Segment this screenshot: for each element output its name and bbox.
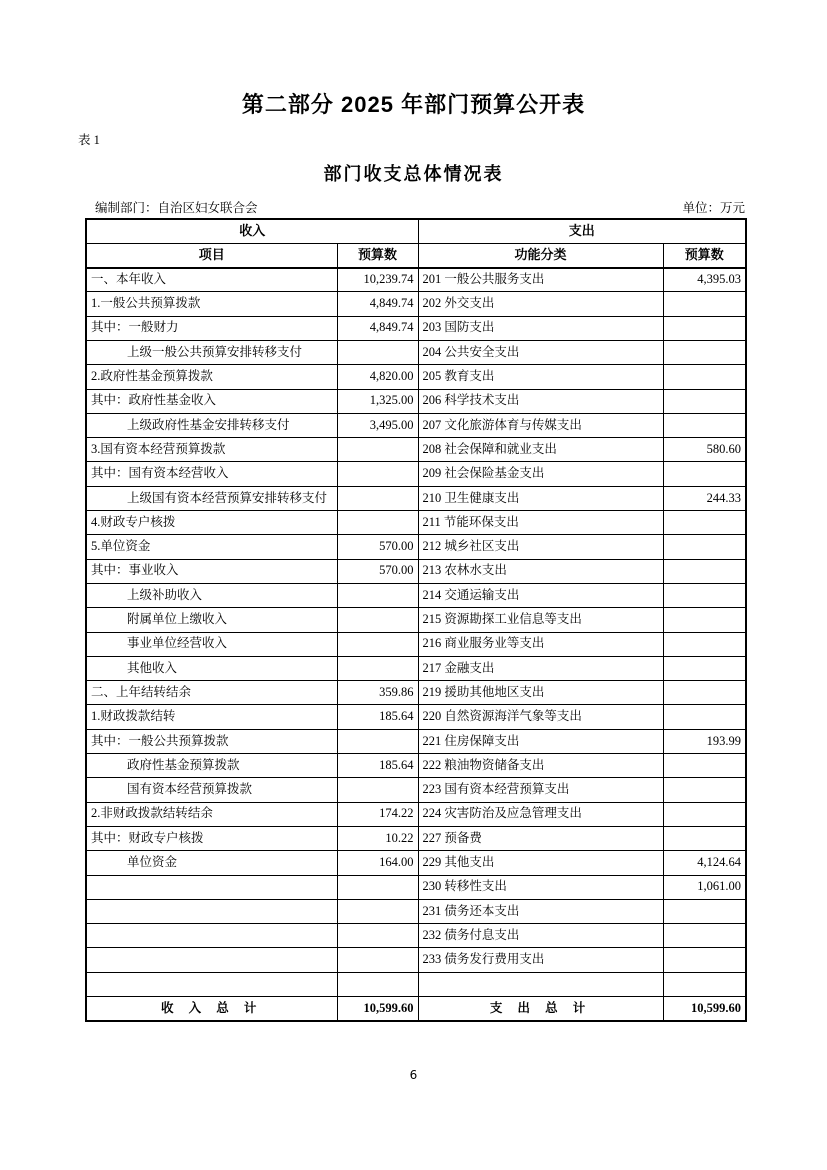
item-cell: 其他收入 — [86, 656, 337, 680]
function-cell: 220 自然资源海洋气象等支出 — [418, 705, 663, 729]
item-cell: 2.政府性基金预算拨款 — [86, 365, 337, 389]
item-cell: 1.财政拨款结转 — [86, 705, 337, 729]
income-budget-cell — [337, 972, 418, 996]
income-budget-cell: 570.00 — [337, 559, 418, 583]
item-cell: 政府性基金预算拨款 — [86, 754, 337, 778]
income-total-label: 收 入 总 计 — [86, 997, 337, 1021]
expense-budget-cell — [663, 413, 746, 437]
table-meta — [85, 198, 745, 216]
column-header-item: 项目 — [86, 243, 337, 267]
table-row — [86, 389, 746, 413]
item-cell: 一、本年收入 — [86, 268, 337, 292]
expense-budget-cell — [663, 972, 746, 996]
item-cell: 二、上年结转结余 — [86, 681, 337, 705]
income-budget-cell — [337, 511, 418, 535]
expense-budget-cell — [663, 681, 746, 705]
expense-budget-cell — [663, 826, 746, 850]
expense-budget-cell: 4,395.03 — [663, 268, 746, 292]
item-cell: 国有资本经营预算拨款 — [86, 778, 337, 802]
item-cell: 3.国有资本经营预算拨款 — [86, 438, 337, 462]
table-row — [86, 438, 746, 462]
income-budget-cell: 185.64 — [337, 754, 418, 778]
page-title: 第二部分 2025 年部门预算公开表 — [241, 92, 586, 117]
item-cell: 其中：事业收入 — [86, 559, 337, 583]
table-row — [86, 413, 746, 437]
expense-budget-cell — [663, 656, 746, 680]
expense-budget-cell — [663, 292, 746, 316]
table-row — [86, 899, 746, 923]
expense-budget-cell: 244.33 — [663, 486, 746, 510]
function-cell: 204 公共安全支出 — [418, 340, 663, 364]
table-row — [86, 972, 746, 996]
function-cell — [418, 972, 663, 996]
table-row — [86, 365, 746, 389]
function-cell: 202 外交支出 — [418, 292, 663, 316]
table-row — [86, 729, 746, 753]
expense-budget-cell — [663, 632, 746, 656]
expense-budget-cell — [663, 583, 746, 607]
function-cell: 227 预备费 — [418, 826, 663, 850]
income-budget-cell: 174.22 — [337, 802, 418, 826]
unit-label: 单位：万元 — [682, 201, 745, 215]
income-budget-cell: 3,495.00 — [337, 413, 418, 437]
expense-budget-cell — [663, 608, 746, 632]
table-row — [86, 948, 746, 972]
income-total-value: 10,599.60 — [337, 997, 418, 1021]
table-row — [86, 875, 746, 899]
item-cell — [86, 948, 337, 972]
column-header-expense-budget: 预算数 — [663, 243, 746, 267]
income-budget-cell: 1,325.00 — [337, 389, 418, 413]
income-section-header: 收入 — [86, 219, 418, 243]
expense-budget-cell — [663, 948, 746, 972]
column-header-income-budget: 预算数 — [337, 243, 418, 267]
table-row — [86, 292, 746, 316]
expense-budget-cell: 193.99 — [663, 729, 746, 753]
table-row — [86, 656, 746, 680]
item-cell — [86, 972, 337, 996]
item-cell: 上级国有资本经营预算安排转移支付 — [86, 486, 337, 510]
expense-budget-cell: 4,124.64 — [663, 851, 746, 875]
table-row — [86, 268, 746, 292]
expense-budget-cell — [663, 899, 746, 923]
total-row — [86, 997, 746, 1021]
function-cell: 222 粮油物资储备支出 — [418, 754, 663, 778]
item-cell: 上级政府性基金安排转移支付 — [86, 413, 337, 437]
header-row-sections — [86, 219, 746, 243]
income-budget-cell — [337, 924, 418, 948]
prepared-by: 编制部门：自治区妇女联合会 — [95, 201, 258, 215]
table-row — [86, 559, 746, 583]
expense-budget-cell — [663, 340, 746, 364]
income-budget-cell — [337, 948, 418, 972]
expense-budget-cell — [663, 924, 746, 948]
expense-budget-cell — [663, 462, 746, 486]
item-cell: 其中：一般财力 — [86, 316, 337, 340]
income-budget-cell: 359.86 — [337, 681, 418, 705]
income-budget-cell — [337, 875, 418, 899]
item-cell: 事业单位经营收入 — [86, 632, 337, 656]
function-cell: 216 商业服务业等支出 — [418, 632, 663, 656]
table-row — [86, 754, 746, 778]
table-number-label: 表 1 — [78, 133, 100, 147]
function-cell: 211 节能环保支出 — [418, 511, 663, 535]
table-row — [86, 462, 746, 486]
expense-budget-cell — [663, 389, 746, 413]
income-budget-cell: 4,849.74 — [337, 292, 418, 316]
header-row-columns — [86, 243, 746, 267]
item-cell: 上级补助收入 — [86, 583, 337, 607]
item-cell: 上级一般公共预算安排转移支付 — [86, 340, 337, 364]
function-cell: 231 债务还本支出 — [418, 899, 663, 923]
income-budget-cell — [337, 340, 418, 364]
item-cell: 其中：政府性基金收入 — [86, 389, 337, 413]
table-row — [86, 535, 746, 559]
table-row — [86, 826, 746, 850]
expense-budget-cell — [663, 559, 746, 583]
income-budget-cell — [337, 729, 418, 753]
budget-table — [85, 218, 747, 1022]
income-budget-cell: 10.22 — [337, 826, 418, 850]
table-row — [86, 340, 746, 364]
table-row — [86, 486, 746, 510]
function-cell: 230 转移性支出 — [418, 875, 663, 899]
expense-budget-cell — [663, 802, 746, 826]
table-row — [86, 802, 746, 826]
income-budget-cell — [337, 462, 418, 486]
expense-budget-cell: 1,061.00 — [663, 875, 746, 899]
income-budget-cell — [337, 608, 418, 632]
table-row — [86, 705, 746, 729]
function-cell: 221 住房保障支出 — [418, 729, 663, 753]
item-cell: 其中：一般公共预算拨款 — [86, 729, 337, 753]
expense-total-label: 支 出 总 计 — [418, 997, 663, 1021]
table-row — [86, 608, 746, 632]
function-cell: 210 卫生健康支出 — [418, 486, 663, 510]
income-budget-cell: 4,820.00 — [337, 365, 418, 389]
income-budget-cell — [337, 899, 418, 923]
table-row — [86, 316, 746, 340]
item-cell: 5.单位资金 — [86, 535, 337, 559]
income-budget-cell — [337, 486, 418, 510]
function-cell: 229 其他支出 — [418, 851, 663, 875]
function-cell: 213 农林水支出 — [418, 559, 663, 583]
item-cell: 附属单位上缴收入 — [86, 608, 337, 632]
income-budget-cell: 4,849.74 — [337, 316, 418, 340]
item-cell: 4.财政专户核拨 — [86, 511, 337, 535]
function-cell: 201 一般公共服务支出 — [418, 268, 663, 292]
expense-budget-cell — [663, 535, 746, 559]
function-cell: 215 资源勘探工业信息等支出 — [418, 608, 663, 632]
expense-budget-cell — [663, 316, 746, 340]
function-cell: 232 债务付息支出 — [418, 924, 663, 948]
expense-section-header: 支出 — [418, 219, 746, 243]
expense-budget-cell: 580.60 — [663, 438, 746, 462]
income-budget-cell — [337, 778, 418, 802]
table-row — [86, 924, 746, 948]
function-cell: 206 科学技术支出 — [418, 389, 663, 413]
item-cell: 2.非财政拨款结转结余 — [86, 802, 337, 826]
expense-budget-cell — [663, 511, 746, 535]
table-row — [86, 851, 746, 875]
expense-budget-cell — [663, 778, 746, 802]
expense-budget-cell — [663, 705, 746, 729]
function-cell: 212 城乡社区支出 — [418, 535, 663, 559]
item-cell: 1.一般公共预算拨款 — [86, 292, 337, 316]
function-cell: 207 文化旅游体育与传媒支出 — [418, 413, 663, 437]
table-row — [86, 778, 746, 802]
function-cell: 209 社会保险基金支出 — [418, 462, 663, 486]
income-budget-cell — [337, 583, 418, 607]
table-row — [86, 681, 746, 705]
income-budget-cell: 185.64 — [337, 705, 418, 729]
item-cell: 其中：财政专户核拨 — [86, 826, 337, 850]
item-cell — [86, 924, 337, 948]
table-row — [86, 632, 746, 656]
function-cell: 219 援助其他地区支出 — [418, 681, 663, 705]
income-budget-cell — [337, 632, 418, 656]
item-cell: 单位资金 — [86, 851, 337, 875]
expense-budget-cell — [663, 754, 746, 778]
income-budget-cell — [337, 656, 418, 680]
item-cell — [86, 899, 337, 923]
item-cell: 其中：国有资本经营收入 — [86, 462, 337, 486]
income-budget-cell: 164.00 — [337, 851, 418, 875]
income-budget-cell: 570.00 — [337, 535, 418, 559]
page-number: 6 — [409, 1068, 418, 1082]
function-cell: 224 灾害防治及应急管理支出 — [418, 802, 663, 826]
table-row — [86, 511, 746, 535]
table-title: 部门收支总体情况表 — [323, 164, 504, 184]
function-cell: 217 金融支出 — [418, 656, 663, 680]
function-cell: 214 交通运输支出 — [418, 583, 663, 607]
income-budget-cell: 10,239.74 — [337, 268, 418, 292]
expense-total-value: 10,599.60 — [663, 997, 746, 1021]
function-cell: 223 国有资本经营预算支出 — [418, 778, 663, 802]
function-cell: 208 社会保障和就业支出 — [418, 438, 663, 462]
function-cell: 233 债务发行费用支出 — [418, 948, 663, 972]
income-budget-cell — [337, 438, 418, 462]
expense-budget-cell — [663, 365, 746, 389]
function-cell: 205 教育支出 — [418, 365, 663, 389]
table-row — [86, 583, 746, 607]
function-cell: 203 国防支出 — [418, 316, 663, 340]
item-cell — [86, 875, 337, 899]
column-header-function: 功能分类 — [418, 243, 663, 267]
